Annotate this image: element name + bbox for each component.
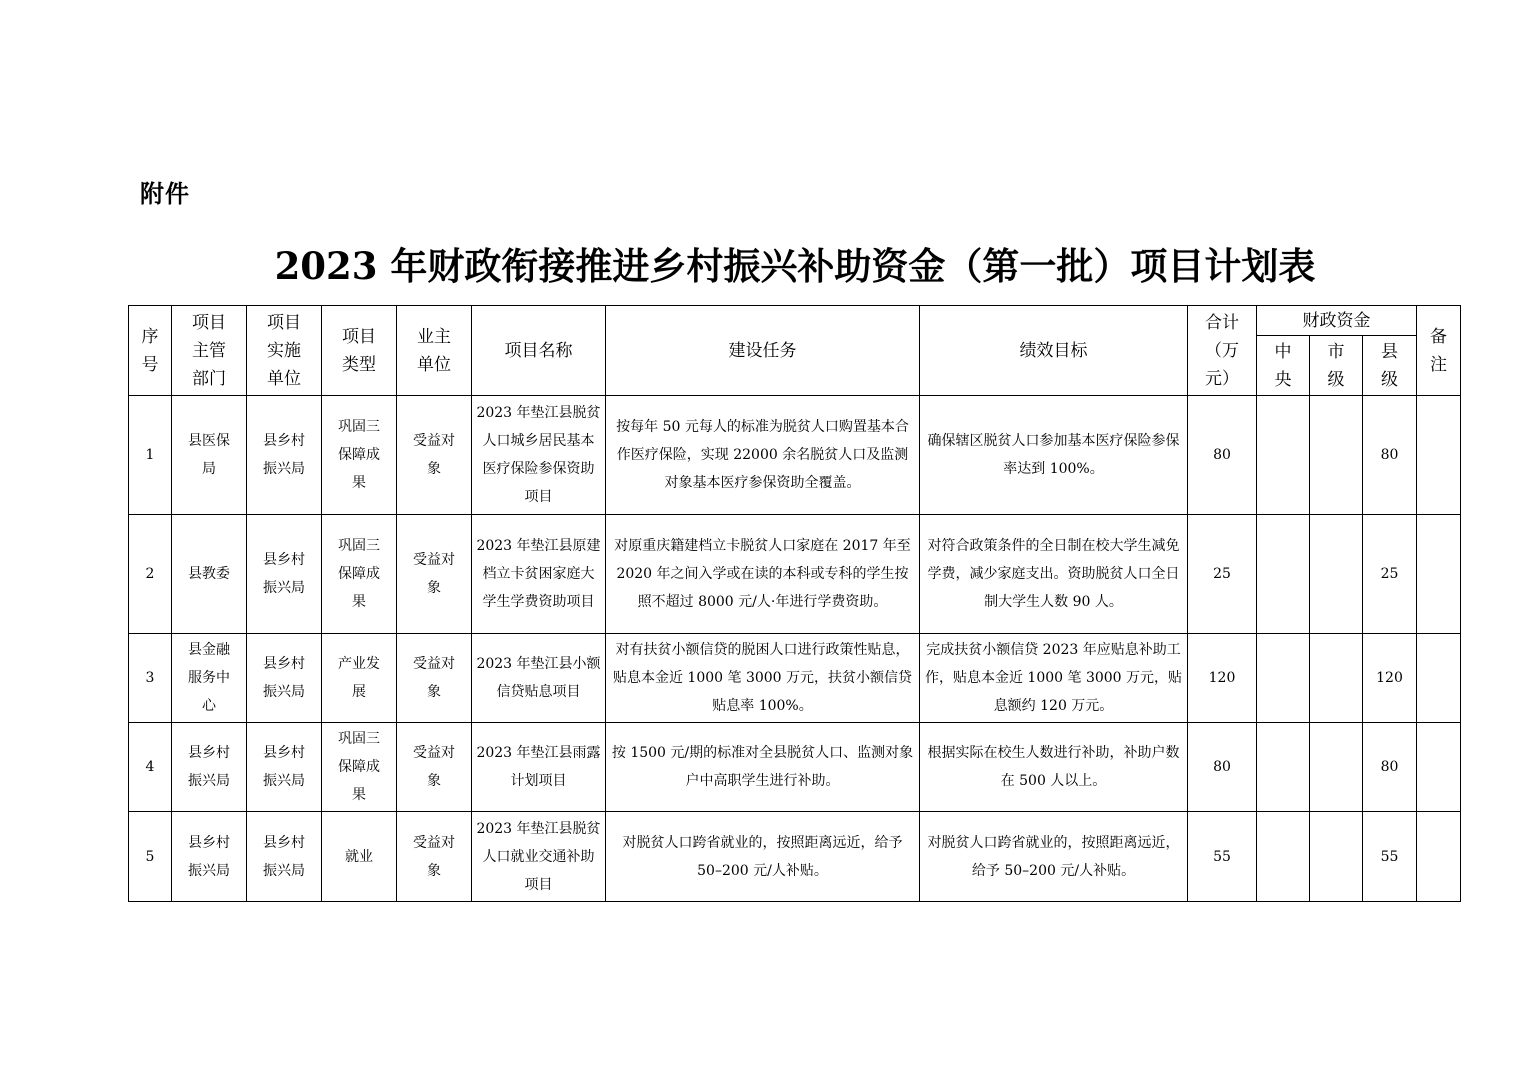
cell-name: 2023 年垫江县脱贫人口就业交通补助项目 xyxy=(472,812,606,902)
cell-type: 巩固三保障成果 xyxy=(322,723,397,812)
cell-goal: 对符合政策条件的全日制在校大学生减免学费，减少家庭支出。资助脱贫人口全日制大学生人数 90 人。 xyxy=(920,515,1188,634)
cell-dept: 县医保局 xyxy=(172,396,247,515)
cell-goal: 确保辖区脱贫人口参加基本医疗保险参保率达到 100%。 xyxy=(920,396,1188,515)
table-row xyxy=(129,515,1461,634)
header-type: 项目类型 xyxy=(322,306,397,396)
cell-total: 55 xyxy=(1188,812,1257,902)
cell-goal: 完成扶贫小额信贷 2023 年应贴息补助工作，贴息本金近 1000 笔 3000 万元，贴息额约 120 万元。 xyxy=(920,634,1188,723)
page-title: 2023 年财政衔接推进乡村振兴补助资金（第一批）项目计划表 xyxy=(274,244,1316,288)
cell-total: 80 xyxy=(1188,396,1257,515)
cell-central xyxy=(1257,515,1310,634)
cell-task: 对有扶贫小额信贷的脱困人口进行政策性贴息，贴息本金近 1000 笔 3000 万元，扶贫小额信贷贴息率 100%。 xyxy=(606,634,920,723)
cell-seq: 3 xyxy=(129,634,172,723)
cell-central xyxy=(1257,812,1310,902)
header-owner: 业主单位 xyxy=(397,306,472,396)
cell-county: 55 xyxy=(1363,812,1417,902)
cell-central xyxy=(1257,634,1310,723)
header-dept: 项目主管部门 xyxy=(172,306,247,396)
cell-name: 2023 年垫江县脱贫人口城乡居民基本医疗保险参保资助项目 xyxy=(472,396,606,515)
header-task: 建设任务 xyxy=(606,306,920,396)
cell-dept: 县乡村振兴局 xyxy=(172,812,247,902)
cell-owner: 受益对象 xyxy=(397,812,472,902)
cell-dept: 县教委 xyxy=(172,515,247,634)
cell-task: 按每年 50 元每人的标准为脱贫人口购置基本合作医疗保险，实现 22000 余名脱贫人口及监测对象基本医疗参保资助全覆盖。 xyxy=(606,396,920,515)
cell-task: 按 1500 元/期的标准对全县脱贫人口、监测对象户中高职学生进行补助。 xyxy=(606,723,920,812)
cell-task: 对原重庆籍建档立卡脱贫人口家庭在 2017 年至 2020 年之间入学或在读的本科或专科的学生按照不超过 8000 元/人·年进行学费资助。 xyxy=(606,515,920,634)
table-row xyxy=(129,396,1461,515)
cell-dept: 县金融服务中心 xyxy=(172,634,247,723)
cell-seq: 1 xyxy=(129,396,172,515)
cell-type: 巩固三保障成果 xyxy=(322,515,397,634)
cell-county: 25 xyxy=(1363,515,1417,634)
cell-owner: 受益对象 xyxy=(397,396,472,515)
cell-task: 对脱贫人口跨省就业的，按照距离远近，给予 50–200 元/人补贴。 xyxy=(606,812,920,902)
cell-name: 2023 年垫江县小额信贷贴息项目 xyxy=(472,634,606,723)
cell-central xyxy=(1257,723,1310,812)
header-remark: 备注 xyxy=(1417,306,1461,396)
cell-impl: 县乡村振兴局 xyxy=(247,396,322,515)
cell-county: 80 xyxy=(1363,723,1417,812)
cell-seq: 2 xyxy=(129,515,172,634)
cell-seq: 4 xyxy=(129,723,172,812)
cell-city xyxy=(1310,723,1363,812)
header-goal: 绩效目标 xyxy=(920,306,1188,396)
cell-type: 巩固三保障成果 xyxy=(322,396,397,515)
cell-name: 2023 年垫江县雨露计划项目 xyxy=(472,723,606,812)
cell-remark xyxy=(1417,396,1461,515)
header-city: 市级 xyxy=(1310,336,1363,396)
cell-remark xyxy=(1417,634,1461,723)
cell-city xyxy=(1310,634,1363,723)
cell-owner: 受益对象 xyxy=(397,723,472,812)
cell-goal: 根据实际在校生人数进行补助，补助户数在 500 人以上。 xyxy=(920,723,1188,812)
cell-county: 120 xyxy=(1363,634,1417,723)
table-row xyxy=(129,723,1461,812)
cell-impl: 县乡村振兴局 xyxy=(247,723,322,812)
cell-total: 80 xyxy=(1188,723,1257,812)
cell-city xyxy=(1310,396,1363,515)
cell-total: 25 xyxy=(1188,515,1257,634)
header-central: 中央 xyxy=(1257,336,1310,396)
cell-city xyxy=(1310,812,1363,902)
cell-remark xyxy=(1417,723,1461,812)
cell-impl: 县乡村振兴局 xyxy=(247,812,322,902)
cell-goal: 对脱贫人口跨省就业的，按照距离远近，给予 50–200 元/人补贴。 xyxy=(920,812,1188,902)
header-county: 县级 xyxy=(1363,336,1417,396)
cell-seq: 5 xyxy=(129,812,172,902)
cell-type: 产业发展 xyxy=(322,634,397,723)
cell-owner: 受益对象 xyxy=(397,634,472,723)
cell-name: 2023 年垫江县原建档立卡贫困家庭大学生学费资助项目 xyxy=(472,515,606,634)
cell-total: 120 xyxy=(1188,634,1257,723)
cell-impl: 县乡村振兴局 xyxy=(247,515,322,634)
header-impl: 项目实施单位 xyxy=(247,306,322,396)
cell-remark xyxy=(1417,812,1461,902)
header-seq: 序号 xyxy=(129,306,172,396)
table-row xyxy=(129,634,1461,723)
cell-remark xyxy=(1417,515,1461,634)
cell-city xyxy=(1310,515,1363,634)
cell-owner: 受益对象 xyxy=(397,515,472,634)
table-row xyxy=(129,812,1461,902)
attachment-label: 附件 xyxy=(140,180,190,208)
cell-impl: 县乡村振兴局 xyxy=(247,634,322,723)
cell-dept: 县乡村振兴局 xyxy=(172,723,247,812)
header-name: 项目名称 xyxy=(472,306,606,396)
header-total: 合计（万元） xyxy=(1188,306,1257,396)
cell-type: 就业 xyxy=(322,812,397,902)
header-fund: 财政资金 xyxy=(1257,306,1417,336)
project-plan-table xyxy=(128,305,1461,902)
cell-county: 80 xyxy=(1363,396,1417,515)
cell-central xyxy=(1257,396,1310,515)
